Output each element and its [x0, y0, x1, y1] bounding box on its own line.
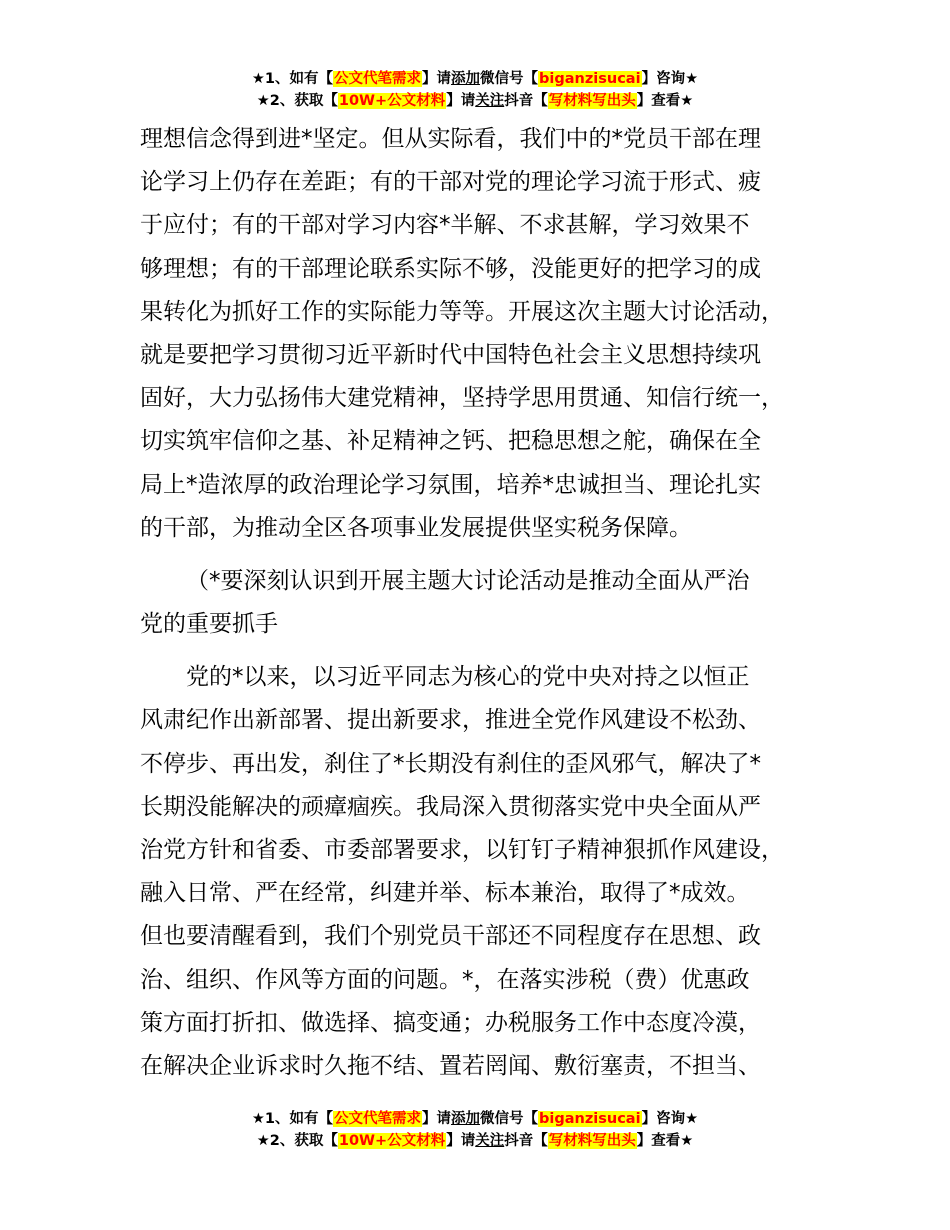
- banner-highlight-materials: 10W+公文材料: [338, 93, 446, 109]
- text-line: 治党方针和省委、市委部署要求，以钉钉子精神狠抓作风建设，: [140, 837, 784, 863]
- text-line: 长期没能解决的顽瘴痼疾。我局深入贯彻落实党中央全面从严: [140, 793, 761, 820]
- text-line: 党的*以来，以习近平同志为核心的党中央对持之以恒正: [186, 664, 750, 691]
- text-line: 于应付；有的干部对学习内容*半解、不求甚解，学习效果不: [140, 212, 750, 239]
- footer-banner-line-1: [0, 1108, 950, 1130]
- text-line: 在解决企业诉求时久拖不结、置若罔闻、敷衍塞责，不担当、: [140, 1052, 761, 1079]
- text-line: 就是要把学习贯彻习近平新时代中国特色社会主义思想持续巩: [140, 341, 761, 368]
- footer-banner-line-2: [0, 1130, 950, 1152]
- text-line: 不停步、再出发，刹住了*长期没有刹住的歪风邪气，解决了*: [140, 750, 761, 777]
- banner-underline-add: 添加: [451, 71, 481, 87]
- banner-text: ★2、获取【: [256, 1133, 338, 1149]
- header-banner-line-1: [0, 68, 950, 90]
- banner-text: 微信号【: [480, 71, 539, 87]
- text-line: 策方面打折扣、做选择、搞变通；办税服务工作中态度冷漠，: [140, 1009, 761, 1036]
- footer-banner: [0, 1108, 950, 1152]
- text-line: 但也要清醒看到，我们个别党员干部还不同程度存在思想、政: [140, 923, 761, 950]
- text-line: 切实筑牢信仰之基、补足精神之钙、把稳思想之舵，确保在全: [140, 428, 761, 455]
- banner-text: 】咨询★: [641, 1111, 699, 1127]
- paragraph-3: [140, 656, 830, 1088]
- header-banner-line-2: [0, 90, 950, 112]
- text-line: 的干部，为推动全区各项事业发展提供坚实税务保障。: [140, 514, 692, 541]
- document-body: [140, 118, 830, 1088]
- text-line: 治、组织、作风等方面的问题。*，在落实涉税（费）优惠政: [140, 966, 750, 993]
- banner-highlight-douyin-id: 写材料写出头: [548, 1133, 636, 1149]
- text-line: 果转化为抓好工作的实际能力等等。开展这次主题大讨论活动，: [140, 298, 784, 325]
- banner-highlight-materials: 10W+公文材料: [338, 1133, 446, 1149]
- banner-text: 】请: [422, 71, 452, 87]
- banner-text: 】请: [422, 1111, 452, 1127]
- text-line: 党的重要抓手: [140, 611, 278, 638]
- banner-text: 】请: [446, 93, 476, 109]
- banner-text: 】查看★: [636, 1133, 694, 1149]
- banner-highlight-wechat-id: biganzisucai: [539, 1111, 641, 1127]
- banner-text: 】咨询★: [641, 71, 699, 87]
- banner-text: 】请: [446, 1133, 476, 1149]
- banner-text: ★1、如有【: [251, 1111, 334, 1127]
- banner-text: ★2、获取【: [256, 93, 338, 109]
- banner-text: 】查看★: [636, 93, 694, 109]
- header-banner: [0, 68, 950, 112]
- banner-text: 微信号【: [480, 1111, 539, 1127]
- banner-text: ★1、如有【: [251, 71, 334, 87]
- banner-highlight-wechat-id: biganzisucai: [539, 71, 641, 87]
- banner-underline-follow: 关注: [475, 93, 505, 109]
- text-line: （*要深刻认识到开展主题大讨论活动是推动全面从严治: [186, 567, 750, 594]
- banner-highlight-service: 公文代笔需求: [334, 71, 422, 87]
- text-line: 论学习上仍存在差距；有的干部对党的理论学习流于形式、疲: [140, 169, 761, 196]
- text-line: 理想信念得到进*坚定。但从实际看，我们中的*党员干部在理: [140, 126, 761, 152]
- text-line: 融入日常、严在经常，纠建并举、标本兼治，取得了*成效。: [140, 880, 750, 907]
- text-line: 风肃纪作出新部署、提出新要求，推进全党作风建设不松劲、: [140, 707, 761, 734]
- paragraph-1: [140, 118, 830, 550]
- text-line: 局上*造浓厚的政治理论学习氛围，培养*忠诚担当、理论扎实: [140, 471, 761, 498]
- banner-highlight-douyin-id: 写材料写出头: [548, 93, 636, 109]
- banner-text: 抖音【: [504, 93, 548, 109]
- banner-underline-follow: 关注: [475, 1133, 505, 1149]
- banner-underline-add: 添加: [451, 1111, 481, 1127]
- text-line: 固好，大力弘扬伟大建党精神，坚持学思用贯通、知信行统一，: [140, 385, 784, 412]
- section-heading: [140, 560, 830, 646]
- text-line: 够理想；有的干部理论联系实际不够，没能更好的把学习的成: [140, 255, 761, 282]
- banner-highlight-service: 公文代笔需求: [334, 1111, 422, 1127]
- banner-text: 抖音【: [504, 1133, 548, 1149]
